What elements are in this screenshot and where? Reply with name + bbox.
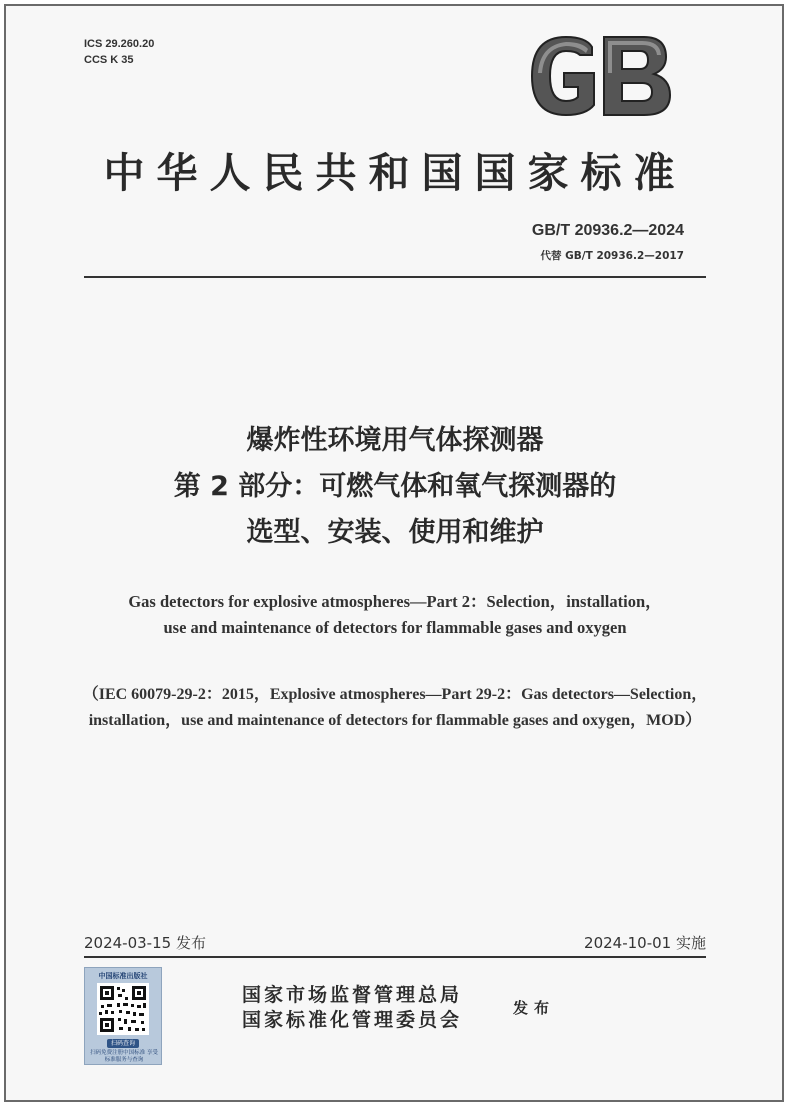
issuing-agencies	[242, 983, 462, 1033]
iec-reference-line-2: installation，use and maintenance of detectors for flammable gases and oxygen，MOD）	[88, 712, 702, 729]
qr-code-icon	[97, 983, 149, 1035]
ics-code: ICS 29.260.20	[84, 38, 155, 50]
sticker-scan-tag: 扫码查询	[107, 1039, 139, 1048]
english-title-line-1: Gas detectors for explosive atmospheres—Part 2：Selection，installation，	[128, 592, 662, 611]
classification-codes	[84, 36, 154, 68]
chinese-title-line-2: 第 2 部分：可燃气体和氧气探测器的	[173, 471, 617, 502]
ccs-code: CCS K 35	[84, 54, 134, 66]
issue-label: 发布	[513, 999, 556, 1017]
chinese-title-line-1: 爆炸性环境用气体探测器	[246, 425, 544, 456]
sticker-header: 中国标准出版社	[98, 972, 148, 980]
chinese-title	[0, 418, 790, 556]
implementation-date: 2024-10-01 实施	[584, 934, 706, 952]
iec-reference-line-1: （IEC 60079-29-2：2015，Explosive atmospheres—Part 29-2：Gas detectors—Selection，	[82, 686, 708, 703]
replaces-standard: 代替 GB/T 20936.2—2017	[540, 250, 684, 262]
issue-date: 2024-03-15 发布	[84, 934, 206, 952]
english-title-line-2: use and maintenance of detectors for flammable gases and oxygen	[163, 618, 627, 637]
iec-reference	[20, 682, 770, 734]
qr-code-sticker[interactable]	[84, 967, 162, 1065]
sticker-footer: 扫码免费注册中国标准 享受标准服务与查询	[90, 1050, 158, 1063]
header-divider	[84, 276, 706, 278]
gb-logo	[526, 33, 674, 119]
national-standard-title: 中华人民共和国国家标准	[103, 149, 687, 197]
footer-divider	[84, 956, 706, 958]
agency-samr: 国家市场监督管理总局	[242, 984, 463, 1006]
english-title	[0, 589, 790, 641]
agency-sac: 国家标准化管理委员会	[242, 1009, 463, 1031]
standard-number: GB/T 20936.2—2024	[531, 222, 684, 239]
chinese-title-line-3: 选型、安装、使用和维护	[246, 517, 544, 548]
